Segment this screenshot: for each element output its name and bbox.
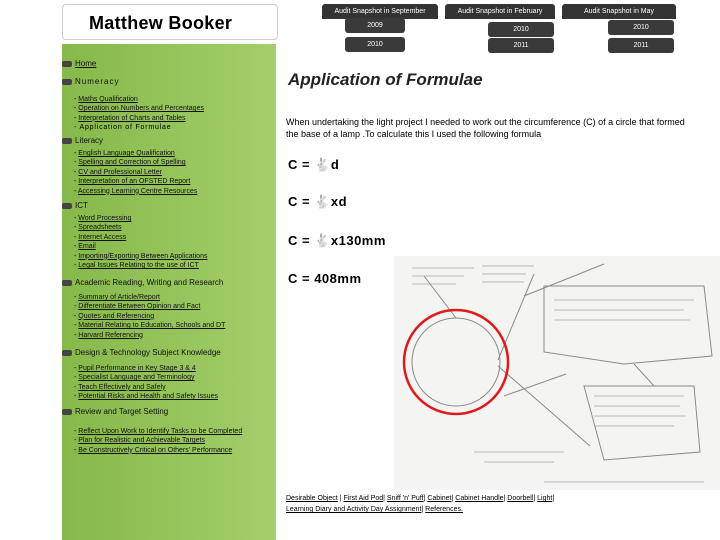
audit-may-2010[interactable]: 2010	[608, 20, 674, 35]
logo-box	[62, 4, 278, 40]
link-critical-performance[interactable]: Be Constructively Critical on Others' Performance	[78, 446, 233, 454]
bullet-bar-icon	[62, 138, 72, 144]
page-title: Application of Formulae	[288, 70, 483, 89]
section-numeracy[interactable]: Numeracy	[62, 77, 119, 87]
bullet-bar-icon	[62, 350, 72, 356]
section-ict[interactable]: ICT	[62, 201, 88, 211]
list-item-current	[74, 123, 204, 132]
link-email[interactable]: Email	[78, 243, 96, 251]
intro-paragraph: When undertaking the light project I needed to work out the circumference (C) of a circle that formed the base of a lamp .To calculate this I used the following formula	[286, 117, 685, 139]
list-item	[74, 104, 204, 113]
audit-september-2010[interactable]: 2010	[345, 37, 405, 52]
list-item	[74, 321, 225, 330]
list-item	[74, 293, 225, 302]
list-item	[74, 242, 207, 251]
list-item	[74, 302, 225, 311]
formula-line-4: C = 408mm	[288, 271, 362, 286]
section-literacy[interactable]: Literacy	[62, 136, 103, 146]
literacy-list	[74, 149, 197, 196]
link-spelling[interactable]: Spelling and Correction of Spelling	[78, 159, 186, 167]
section-academic[interactable]: Academic Reading, Writing and Research	[62, 278, 223, 288]
list-item	[74, 427, 242, 436]
list-item	[74, 168, 197, 177]
footer-link-learning-diary[interactable]: Learning Diary and Activity Day Assignment	[286, 506, 422, 513]
list-item	[74, 223, 207, 232]
link-spreadsheets[interactable]: Spreadsheets	[78, 224, 122, 232]
link-material-education[interactable]: Material Relating to Education, Schools and DT	[78, 322, 226, 330]
link-learning-centre[interactable]: Accessing Learning Centre Resources	[77, 187, 198, 195]
link-quotes-referencing[interactable]: Quotes and Referencing	[78, 312, 155, 320]
link-maths-qualification[interactable]: Maths Qualification	[78, 96, 138, 103]
sidebar-nav	[62, 44, 276, 540]
link-opinion-fact[interactable]: Differentiate Between Opinion and Fact	[78, 303, 201, 311]
formula-line-1: C = 🐇d	[288, 157, 340, 172]
footer-link-first-aid-pod[interactable]: First Aid Pod	[343, 495, 384, 502]
site-logo-text: Matthew Booker	[89, 13, 233, 33]
link-cv-letter[interactable]: CV and Professional Letter	[78, 168, 162, 176]
formula-line-2: C = 🐇xd	[288, 194, 348, 209]
link-internet-access[interactable]: Internet Access	[78, 233, 127, 241]
highlight-circle	[404, 310, 508, 414]
footer-link-doorbell[interactable]: Doorbell	[507, 495, 534, 502]
link-legal-issues[interactable]: Legal Issues Relating to the use of ICT	[78, 262, 199, 270]
link-teach-safely[interactable]: Teach Effectively and Safely	[78, 383, 166, 391]
list-item	[74, 187, 197, 196]
link-charts-tables[interactable]: Interpretation of Charts and Tables	[78, 114, 186, 122]
list-item	[74, 383, 218, 392]
link-specialist-language[interactable]: Specialist Language and Terminology	[78, 374, 195, 382]
link-ofsted[interactable]: Interpretation of an OFSTED Report	[78, 178, 191, 186]
numeracy-list	[74, 95, 204, 133]
list-item	[74, 158, 197, 167]
audit-february-2010[interactable]: 2010	[488, 22, 554, 37]
list-item	[74, 214, 207, 223]
list-item	[74, 252, 207, 261]
bullet-bar-icon	[62, 203, 72, 209]
link-import-export[interactable]: Importing/Exporting Between Applications	[78, 252, 208, 260]
link-summary-article[interactable]: Summary of Article/Report	[78, 294, 160, 301]
bullet-bar-icon	[62, 79, 72, 85]
audit-february-2011[interactable]: 2011	[488, 38, 554, 53]
list-item	[74, 177, 197, 186]
home-link[interactable]: Home	[75, 59, 97, 68]
list-item	[74, 373, 218, 382]
list-item	[74, 446, 242, 455]
link-harvard-referencing[interactable]: Harvard Referencing	[78, 331, 143, 339]
sketch-drawing	[394, 256, 720, 490]
sidebar-item-home[interactable]	[62, 59, 96, 69]
dt-list	[74, 364, 218, 402]
list-item	[74, 149, 197, 158]
audit-may-2011[interactable]: 2011	[608, 38, 674, 53]
list-item	[74, 95, 204, 104]
list-item	[74, 392, 218, 401]
link-risks-safety[interactable]: Potential Risks and Health and Safety Issues	[78, 393, 218, 401]
list-item	[74, 436, 242, 445]
current-page-label: Application of Formulae	[79, 124, 172, 132]
bullet-bar-icon	[62, 409, 72, 415]
link-pupil-performance[interactable]: Pupil Performance in Key Stage 3 & 4	[78, 365, 196, 372]
bullet-bar-icon	[62, 280, 72, 286]
list-item	[74, 261, 207, 270]
link-plan-targets[interactable]: Plan for Realistic and Achievable Targets	[78, 437, 206, 445]
bullet-bar-icon	[62, 61, 72, 67]
audit-tab-september[interactable]: Audit Snapshot in September	[322, 4, 438, 19]
review-list	[74, 427, 242, 455]
formula-line-3: C = 🐇x130mm	[288, 233, 386, 248]
audit-september-2009[interactable]: 2009	[345, 18, 405, 33]
list-item	[74, 114, 204, 123]
footer-link-cabinet[interactable]: Cabinet	[427, 495, 452, 502]
link-english-qualification[interactable]: English Language Qualification	[78, 150, 175, 157]
footer-link-sniff-puff[interactable]: Sniff 'n' Puff	[386, 495, 424, 502]
list-item	[74, 331, 225, 340]
list-item	[74, 364, 218, 373]
link-operation-numbers[interactable]: Operation on Numbers and Percentages	[78, 105, 204, 113]
lamp-design-sketch	[394, 256, 720, 490]
footer-links: Desirable Object | First Aid Pod| Sniff 'n' Puff| Cabinet| Cabinet Handle| Doorbell| Light| Learning Diary and Activity Day Assignment| References.	[286, 495, 555, 513]
footer-link-cabinet-handle[interactable]: Cabinet Handle	[455, 495, 504, 502]
academic-list	[74, 293, 225, 340]
list-item	[74, 312, 225, 321]
section-dt-knowledge[interactable]: Design & Technology Subject Knowledge	[62, 348, 221, 358]
section-review[interactable]: Review and Target Setting	[62, 407, 168, 417]
footer-link-references[interactable]: References.	[425, 506, 463, 513]
ict-list	[74, 214, 207, 270]
link-word-processing[interactable]: Word Processing	[78, 215, 132, 222]
audit-tab-february[interactable]: Audit Snapshot in February	[445, 4, 555, 19]
list-item	[74, 233, 207, 242]
link-reflect-work[interactable]: Reflect Upon Work to Identify Tasks to be Completed	[78, 428, 243, 435]
footer-link-desirable-object[interactable]: Desirable Object	[286, 495, 338, 502]
footer-link-light[interactable]: Light	[537, 495, 553, 502]
audit-tab-may[interactable]: Audit Snapshot in May	[562, 4, 676, 19]
